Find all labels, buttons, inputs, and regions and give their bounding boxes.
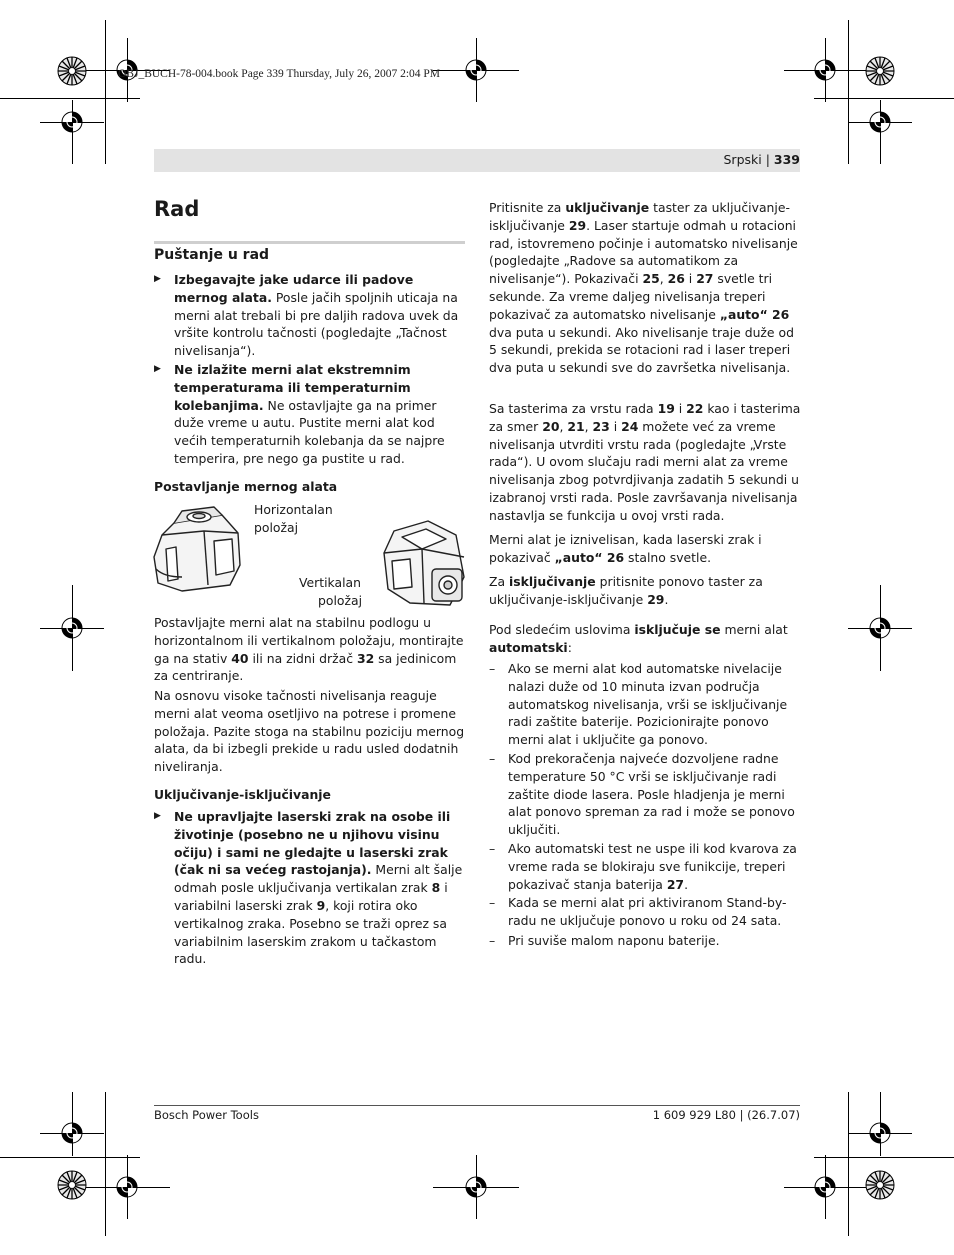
- text: Za: [489, 574, 510, 589]
- list-item-text: Kada se merni alat pri aktiviranom Stand-by-radu ne uključuje ponovo u roku od 24 sata.: [508, 895, 787, 928]
- ref-number: 21: [567, 418, 585, 434]
- text: Merni alat je iznivelisan, kada laserski zrak i pokazivač: [489, 532, 762, 565]
- page-number: 339: [773, 152, 800, 167]
- text: ,: [559, 418, 568, 434]
- text: Ako automatski test ne uspe ili kod kvarova za vreme rada se blokiraju sve funikcije, treperi pokazivač stanja baterija: [508, 841, 797, 892]
- header-language: Srpski: [723, 152, 762, 167]
- list-item: [489, 660, 801, 749]
- bullet-bold: Ne izlažite merni alat ekstremnim temperaturama ili temperaturnim kolebanjima.: [174, 362, 411, 413]
- ref-number: 29: [568, 217, 587, 233]
- page-title: Rad: [154, 197, 200, 221]
- text: Pritisnite za: [489, 200, 566, 215]
- list-item: [489, 750, 801, 839]
- auto-off-intro: [489, 621, 801, 657]
- ref-number: 27: [666, 876, 685, 892]
- text: i: [674, 401, 687, 416]
- setup-paragraph: [154, 614, 466, 685]
- bullet-bold: Izbegavajte jake udarce ili padove mernog alata.: [174, 272, 414, 305]
- dash-marker: –: [489, 933, 496, 948]
- text: merni alat: [720, 622, 788, 637]
- text: Postavljajte merni alat na stabilnu podlogu u horizontalnom ili vertikalnom položaju, montirajte ga na stativ: [154, 615, 464, 666]
- text: :: [567, 639, 572, 655]
- text: sa jedinicom za centriranje.: [154, 650, 457, 684]
- dash-marker: –: [489, 661, 496, 676]
- leveled-paragraph: [489, 531, 801, 567]
- text: .: [664, 591, 669, 607]
- caption-horizontal-1: Horizontalan: [254, 502, 333, 517]
- caption-vertical-2: položaj: [318, 593, 363, 608]
- sensitivity-paragraph: Na osnovu visoke tačnosti nivelisanja reaguje merni alat veoma osetljivo na potrese i promene položaja. Pazite stoga na stabilnu poziciju mernog alata, da bi izbegli prekide u radu usled dodatnih niveliranja.: [154, 688, 465, 775]
- switch-on-paragraph: [489, 199, 801, 377]
- bullet-text: Posle jačih spoljnih uticaja na merni alat trebali bi pre daljih radova uvek da vršite kontrolu tačnosti (pogledajte „Tačnost nivelisanja“).: [174, 289, 459, 359]
- ref-number: 23: [592, 418, 610, 434]
- footer-rule: [154, 1105, 800, 1106]
- bullet-arrow-icon: ▶: [154, 364, 161, 374]
- text: i: [609, 418, 622, 434]
- text: Sa tasterima za vrstu rada: [489, 401, 658, 416]
- ref-number: 24: [621, 418, 639, 434]
- text: .: [684, 876, 689, 892]
- subheading-setup: Postavljanje mernog alata: [154, 479, 338, 494]
- text: Merni alt šalje odmah posle uključivanja vertikalan zrak: [174, 862, 463, 896]
- dash-marker: –: [489, 751, 496, 766]
- ref-number: 25: [642, 271, 660, 287]
- text: možete već za vreme nivelisanja utvrditi vrstu rada (pogledajte „Vrste rada“). U ovom slučaju radi merni alat za vreme nivelisanja zbog potvrdjivanja zadatih 5 sekundi u izabranoj vrsti rada. Posle završavanja nivelisanja nastavlja se funkcija u ovoj vrsti rada.: [489, 418, 799, 523]
- text: i variabilni laserski zrak: [174, 880, 448, 913]
- list-item-text: Pri suviše malom naponu baterije.: [508, 933, 720, 948]
- vertical-position-illustration: [380, 517, 468, 609]
- bullet-shock: [154, 271, 465, 360]
- ref-number: 29: [647, 591, 665, 607]
- section-rule: [154, 241, 465, 244]
- footer-brand: Bosch Power Tools: [154, 1108, 259, 1122]
- text: kao i tasterima za smer: [489, 401, 801, 434]
- list-item: [489, 840, 801, 893]
- bold-term: „auto“ 26: [719, 306, 790, 322]
- ref-number: 9: [316, 897, 326, 913]
- text: Pod sledećim uslovima: [489, 622, 635, 637]
- bullet-text: Ne ostavljajte ga na primer duže vreme u autu. Pustite merni alat kod većih temperaturnih kolebanja da se najpre temperira, pre nego ga pustite u rad.: [174, 397, 445, 466]
- section-heading: Puštanje u rad: [154, 247, 270, 263]
- list-item-text: [508, 840, 801, 893]
- bold-term: „auto“ 26: [554, 549, 625, 565]
- text: ili na zidni držač: [248, 650, 357, 666]
- horizontal-position-illustration: [152, 505, 244, 593]
- ref-number: 20: [542, 418, 560, 434]
- ref-number: 8: [431, 880, 441, 896]
- bullet-bold: Ne upravljajte laserski zrak na osobe ili životinje (posebno ne u njihovu visinu očiju) i sami ne gledajte u laserski zrak (čak ni sa većeg rastojanja).: [174, 809, 451, 878]
- bold-term: isključuje se: [634, 622, 721, 637]
- list-item-text: Ako se merni alat kod automatske nivelacije nalazi duže od 10 minuta izvan područja automatskog nivelisanja, vrši se isključivanje radi zaštite baterije. Pozicionirajte ponovo merni alat i uključite ga ponovo.: [508, 661, 788, 748]
- list-item-text: Kod prekoračenja najveće dozvoljene radne temperature 50 °C vrši se isključivanje radi zaštite diode lasera. Posle hladjenja je merni alat ponovo spreman za rad i može se ponovo uključiti.: [508, 751, 795, 838]
- text: ,: [659, 271, 668, 287]
- bullet-laser-warning: [154, 808, 465, 968]
- print-slug: OBJ_BUCH-78-004.book Page 339 Thursday, July 26, 2007 2:04 PM: [118, 68, 441, 80]
- ref-number: 22: [686, 401, 704, 416]
- caption-vertical-1: Vertikalan: [299, 575, 361, 590]
- bold-term: uključivanje: [565, 200, 650, 215]
- footer-doc-number: 1 609 929 L80 | (26.7.07): [652, 1108, 800, 1122]
- header-bar: [154, 149, 800, 172]
- bullet-arrow-icon: ▶: [154, 811, 161, 821]
- running-header: [724, 152, 801, 167]
- header-separator: |: [761, 152, 774, 167]
- text: pritisnite ponovo taster za uključivanje-isključivanje: [489, 574, 763, 607]
- list-item: [489, 894, 801, 930]
- text: i: [684, 271, 697, 287]
- switch-off-paragraph: [489, 573, 801, 609]
- text: stalno svetle.: [624, 549, 712, 565]
- ref-number: 32: [356, 650, 375, 666]
- caption-horizontal-2: položaj: [254, 520, 299, 535]
- subheading-switching: Uključivanje-isključivanje: [154, 787, 331, 802]
- bold-term: isključivanje: [509, 574, 596, 589]
- dash-marker: –: [489, 895, 496, 910]
- ref-number: 19: [657, 401, 675, 416]
- text: svetle tri sekunde. Za vreme daljeg nivelisanja treperi pokazivač za automatsko nivelisanje: [489, 271, 773, 322]
- mode-keys-paragraph: [489, 400, 801, 525]
- ref-number: 40: [231, 650, 249, 666]
- bullet-temperature: [154, 361, 465, 468]
- dash-marker: –: [489, 841, 496, 856]
- bullet-arrow-icon: ▶: [154, 274, 161, 284]
- text: . Laser startuje odmah u rotacioni rad, istovremeno počinje i automatsko nivelisanje (pogledajte „Radove sa automatikom za nivelisanje“). Pokazivači: [489, 217, 798, 287]
- text: , koji rotira oko vertikalnog zraka. Posebno se traži oprez sa variabilnim laserskim zrakom u tačkastom radu.: [174, 897, 447, 967]
- text: dva puta u sekundi. Ako nivelisanje traje duže od 5 sekundi, prekida se rotacioni rad i laser treperi dva puta u sekundi sve do završetka nivelisanja.: [489, 324, 794, 376]
- list-item: [489, 932, 801, 950]
- text: ,: [584, 418, 593, 434]
- ref-number: 27: [696, 271, 714, 287]
- ref-number: 26: [667, 271, 685, 287]
- bold-term: automatski: [489, 639, 568, 655]
- text: taster za uključivanje-isključivanje: [489, 200, 790, 233]
